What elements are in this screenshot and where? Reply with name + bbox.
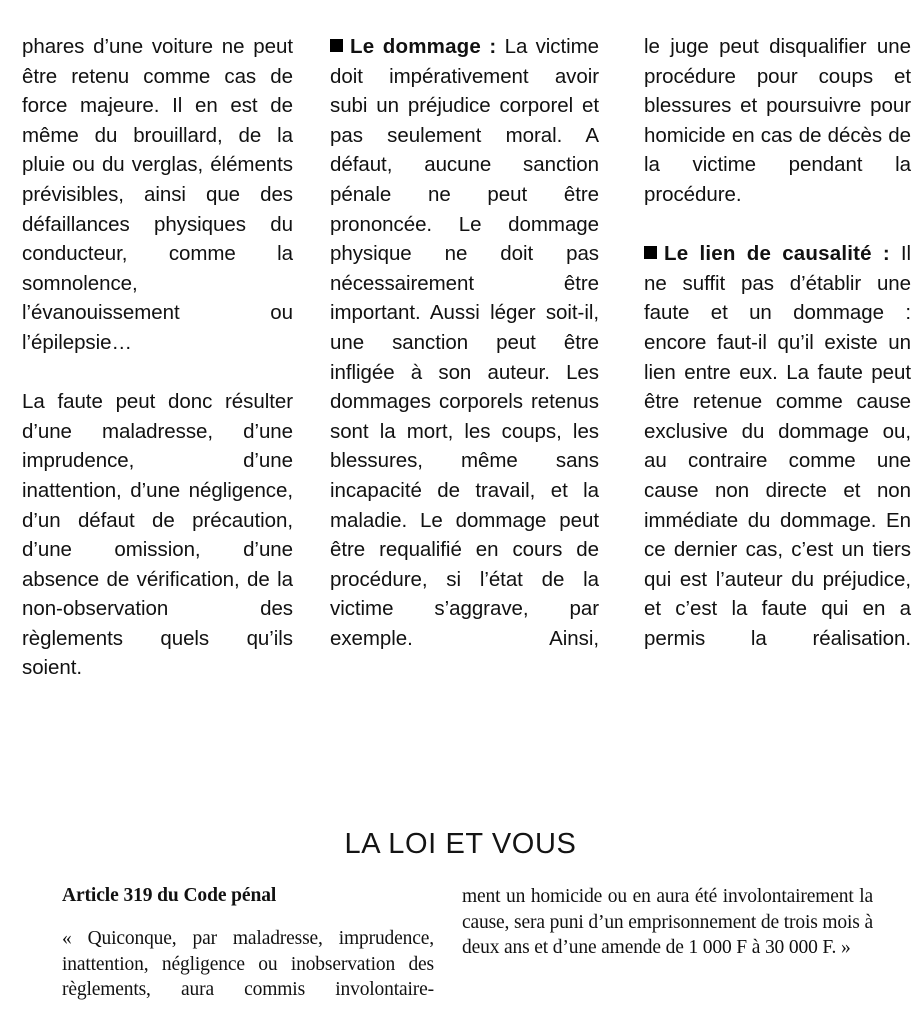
black-square-bullet-icon: [330, 39, 343, 52]
paragraph-text: La victime doit impérativement avoir subi un préjudice corporel et pas seulement moral. A défaut, aucune sanction pénale ne peut être prononcée. Le dommage physique ne doit pas nécessairement être important. Aussi léger soit-il, une sanction peut être infligée à son auteur. Les dommages corporels retenus sont la mort, les coups, les blessures, même sans incapacité de travail, et la maladie. Le dommage peut être requalifié en cours de procédure, si l’état de la victime s’aggrave, par exemple. Ainsi,: [330, 35, 599, 650]
section-heading: Le dommage :: [350, 35, 497, 58]
paragraph: La faute peut donc résulter d’une maladresse, d’une imprudence, d’une inattention, d’une négligence, d’un défaut de précaution, d’une omission, d’une absence de vérification, de la non-observation des règlements quels qu’ils soient.: [22, 390, 293, 680]
article-column-1: [0, 32, 307, 680]
law-article-box: [0, 884, 921, 1028]
law-section: [0, 826, 921, 1028]
section-heading: Le lien de causalité :: [664, 242, 890, 266]
black-square-bullet-icon: [644, 246, 657, 259]
law-article-heading: Article 319 du Code pénal: [62, 885, 277, 906]
article-column-2: [307, 32, 614, 672]
paragraph: le juge peut disqualifier une procédure pour coups et blessures et poursuivre pour homicide en cas de décès de la victime pendant la procédure.: [644, 35, 911, 206]
paragraph-with-heading: [330, 32, 599, 683]
article-body: [0, 32, 921, 680]
law-quote-part-1: « Quiconque, par maladresse, imprudence, inattention, négligence ou inobservation des règlements, aura commis involontaire-: [62, 928, 434, 1000]
paragraph: phares d’une voiture ne peut être retenu comme cas de force majeure. Il en est de même du brouillard, de la pluie ou du verglas, éléments prévisibles, ainsi que des défaillances physiques du conducteur, comme la somnolence, l’évanouissement ou l’épilepsie…: [22, 35, 293, 354]
paragraph-with-heading: [644, 239, 911, 683]
article-column-3: [614, 32, 921, 672]
law-box-left-column: [62, 884, 462, 1028]
paragraph-text: Il ne suffit pas d’établir une faute et un dommage : encore faut-il qu’il existe un lien entre eux. La faute peut être retenue comme cause exclusive du dommage ou, au contraire comme une cause non directe et non immédiate du dommage. En ce dernier cas, c’est un tiers qui est l’auteur du préjudice, et c’est la faute qui en a permis la réalisation.: [644, 242, 911, 650]
law-box-right-column: [462, 884, 873, 1028]
law-section-title: LA LOI ET VOUS: [344, 828, 577, 860]
law-quote-part-2: ment un homicide ou en aura été involontairement la cause, sera puni d’un emprisonnement de trois mois à deux ans et d’une amende de 1 000 F à 30 000 F. »: [462, 886, 873, 958]
